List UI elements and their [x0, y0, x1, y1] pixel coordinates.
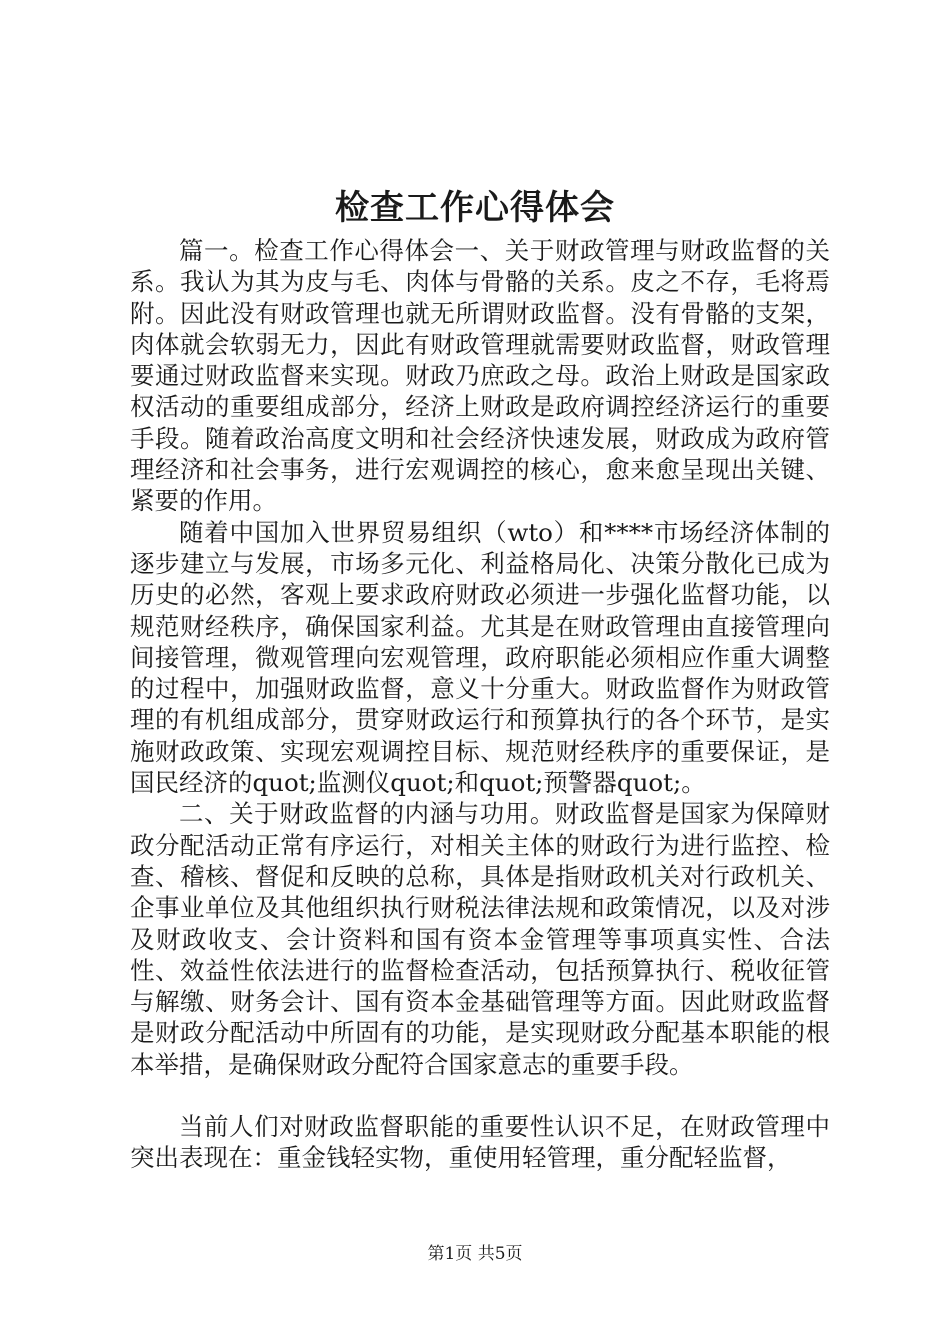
paragraph-2: 随着中国加入世界贸易组织（wto）和****市场经济体制的逐步建立与发展，市场多元化、利益格局化、决策分散化已成为历史的必然，客观上要求政府财政必须进一步强化监督功能，以规范财经秩序，确保国家利益。尤其是在财政管理由直接管理向间接管理，微观管理向宏观管理，政府职能必须相应作重大调整的过程中，加强财政监督，意义十分重大。财政监督作为财政管理的有机组成部分，贯穿财政运行和预算执行的各个环节，是实施财政政策、实现宏观调控目标、规范财经秩序的重要保证，是国民经济的quot;监测仪quot;和quot;预警器quot;。	[130, 517, 830, 798]
paragraph-1: 篇一。检查工作心得体会一、关于财政管理与财政监督的关系。我认为其为皮与毛、肉体与骨骼的关系。皮之不存，毛将焉附。因此没有财政管理也就无所谓财政监督。没有骨骼的支架，肉体就会软弱无力，因此有财政管理就需要财政监督，财政管理要通过财政监督来实现。财政乃庶政之母。政治上财政是国家政权活动的重要组成部分，经济上财政是政府调控经济运行的重要手段。随着政治高度文明和社会经济快速发展，财政成为政府管理经济和社会事务，进行宏观调控的核心，愈来愈呈现出关键、紧要的作用。	[130, 236, 830, 516]
paragraph-4: 当前人们对财政监督职能的重要性认识不足，在财政管理中突出表现在：重金钱轻实物，重使用轻管理，重分配轻监督，	[130, 1112, 830, 1173]
document-body	[130, 235, 830, 1174]
paragraph-3: 二、关于财政监督的内涵与功用。财政监督是国家为保障财政分配活动正常有序运行，对相关主体的财政行为进行监控、检查、稽核、督促和反映的总称，具体是指财政机关对行政机关、企事业单位及其他组织执行财税法律法规和政策情况，以及对涉及财政收支、会计资料和国有资本金管理等事项真实性、合法性、效益性依法进行的监督检查活动，包括预算执行、税收征管与解缴、财务会计、国有资本金基础管理等方面。因此财政监督是财政分配活动中所固有的功能，是实现财政分配基本职能的根本举措，是确保财政分配符合国家意志的重要手段。	[130, 799, 830, 1079]
page-number-footer: 第1页 共5页	[427, 1244, 523, 1264]
document-title: 检查工作心得体会	[335, 188, 615, 228]
